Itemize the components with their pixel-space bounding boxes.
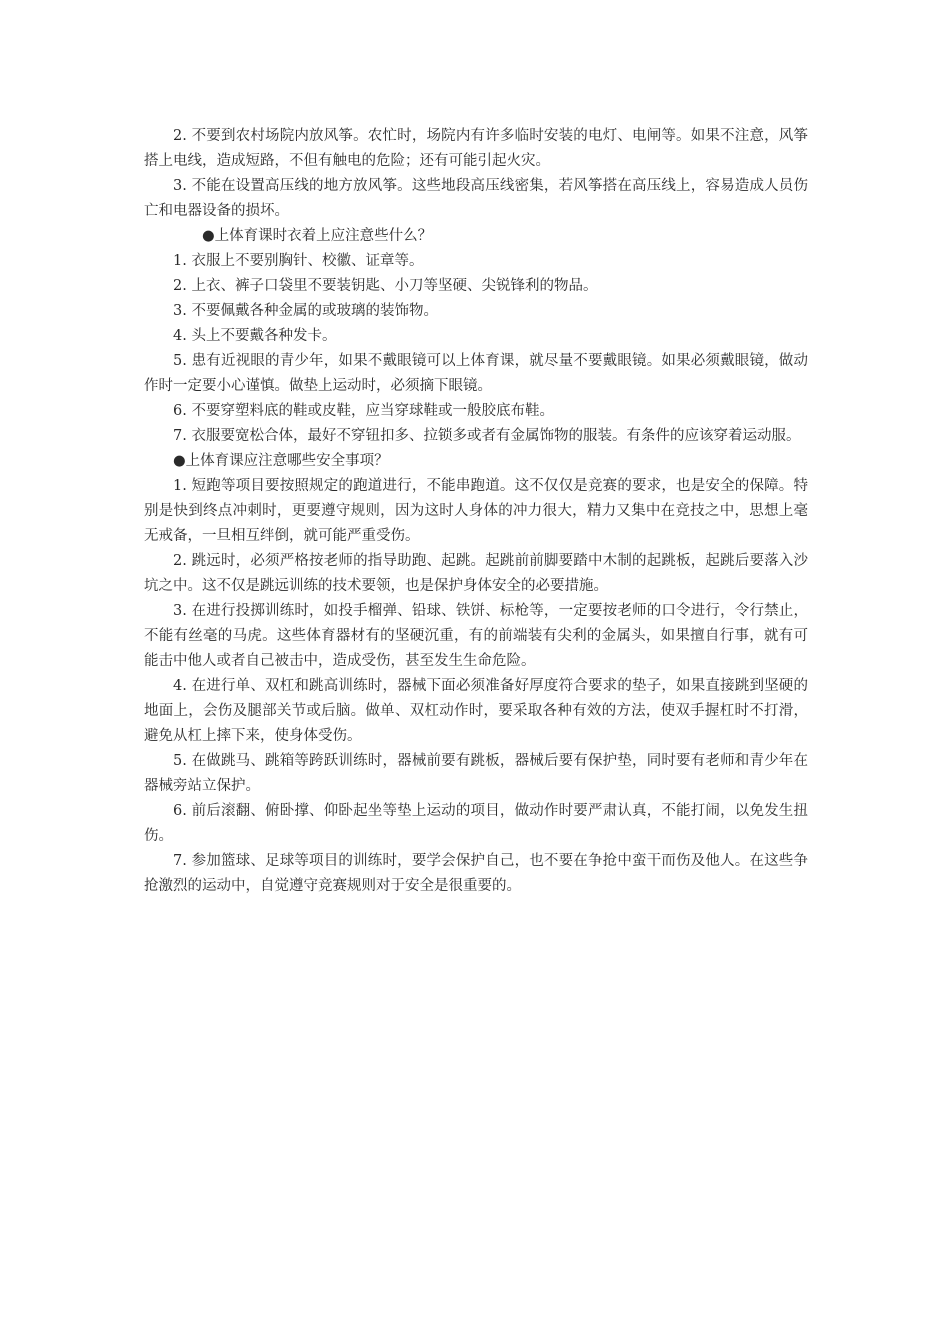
paragraph-clothing-2: 2. 上衣、裤子口袋里不要装钥匙、小刀等坚硬、尖锐锋利的物品。 <box>173 278 598 294</box>
paragraph-safety-3: 3. 在进行投掷训练时，如投手榴弹、铅球、铁饼、标枪等，一定要按老师的口令进行，令行禁止，不能有丝毫的马虎。这些体育器材有的坚硬沉重，有的前端装有尖利的金属头，如果擅自行事，就有可能击中他人或者自己被击中，造成受伤，甚至发生生命危险。 <box>144 603 808 669</box>
paragraph-safety-5: 5. 在做跳马、跳箱等跨跃训练时，器械前要有跳板，器械后要有保护垫，同时要有老师和青少年在器械旁站立保护。 <box>144 753 808 794</box>
paragraph-safety-4: 4. 在进行单、双杠和跳高训练时，器械下面必须准备好厚度符合要求的垫子，如果直接跳到坚硬的地面上，会伤及腿部关节或后脑。做单、双杠动作时，要采取各种有效的方法，使双手握杠时不打滑，避免从杠上摔下来，使身体受伤。 <box>144 678 808 744</box>
section-heading-clothing: ●上体育课时衣着上应注意些什么？ <box>202 228 433 244</box>
section-heading-safety: ●上体育课应注意哪些安全事项？ <box>173 453 389 469</box>
paragraph-clothing-1: 1. 衣服上不要别胸针、校徽、证章等。 <box>173 253 424 269</box>
paragraph-clothing-3: 3. 不要佩戴各种金属的或玻璃的装饰物。 <box>173 303 438 319</box>
paragraph-safety-2: 2. 跳远时，必须严格按老师的指导助跑、起跳。起跳前前脚要踏中木制的起跳板，起跳后要落入沙坑之中。这不仅是跳远训练的技术要领，也是保护身体安全的必要措施。 <box>144 553 808 594</box>
paragraph-kite-3: 3. 不能在设置高压线的地方放风筝。这些地段高压线密集，若风筝搭在高压线上，容易造成人员伤亡和电器设备的损坏。 <box>144 178 808 219</box>
paragraph-clothing-4: 4. 头上不要戴各种发卡。 <box>173 328 337 344</box>
paragraph-clothing-5: 5. 患有近视眼的青少年，如果不戴眼镜可以上体育课，就尽量不要戴眼镜。如果必须戴眼镜，做动作时一定要小心谨慎。做垫上运动时，必须摘下眼镜。 <box>144 353 808 394</box>
paragraph-safety-1: 1. 短跑等项目要按照规定的跑道进行，不能串跑道。这不仅仅是竞赛的要求，也是安全的保障。特别是快到终点冲刺时，更要遵守规则，因为这时人身体的冲力很大，精力又集中在竞技之中，思想上毫无戒备，一旦相互绊倒，就可能严重受伤。 <box>144 478 808 544</box>
paragraph-clothing-7: 7. 衣服要宽松合体，最好不穿钮扣多、拉锁多或者有金属饰物的服装。有条件的应该穿着运动服。 <box>173 428 801 444</box>
paragraph-safety-6: 6. 前后滚翻、俯卧撑、仰卧起坐等垫上运动的项目，做动作时要严肃认真，不能打闹，以免发生扭伤。 <box>144 803 808 844</box>
paragraph-clothing-6: 6. 不要穿塑料底的鞋或皮鞋，应当穿球鞋或一般胶底布鞋。 <box>173 403 554 419</box>
paragraph-kite-2: 2. 不要到农村场院内放风筝。农忙时，场院内有许多临时安装的电灯、电闸等。如果不注意，风筝搭上电线，造成短路，不但有触电的危险；还有可能引起火灾。 <box>144 128 808 169</box>
paragraph-safety-7: 7. 参加篮球、足球等项目的训练时，要学会保护自己，也不要在争抢中蛮干而伤及他人。在这些争抢激烈的运动中，自觉遵守竞赛规则对于安全是很重要的。 <box>144 853 808 894</box>
document-body <box>144 124 808 899</box>
